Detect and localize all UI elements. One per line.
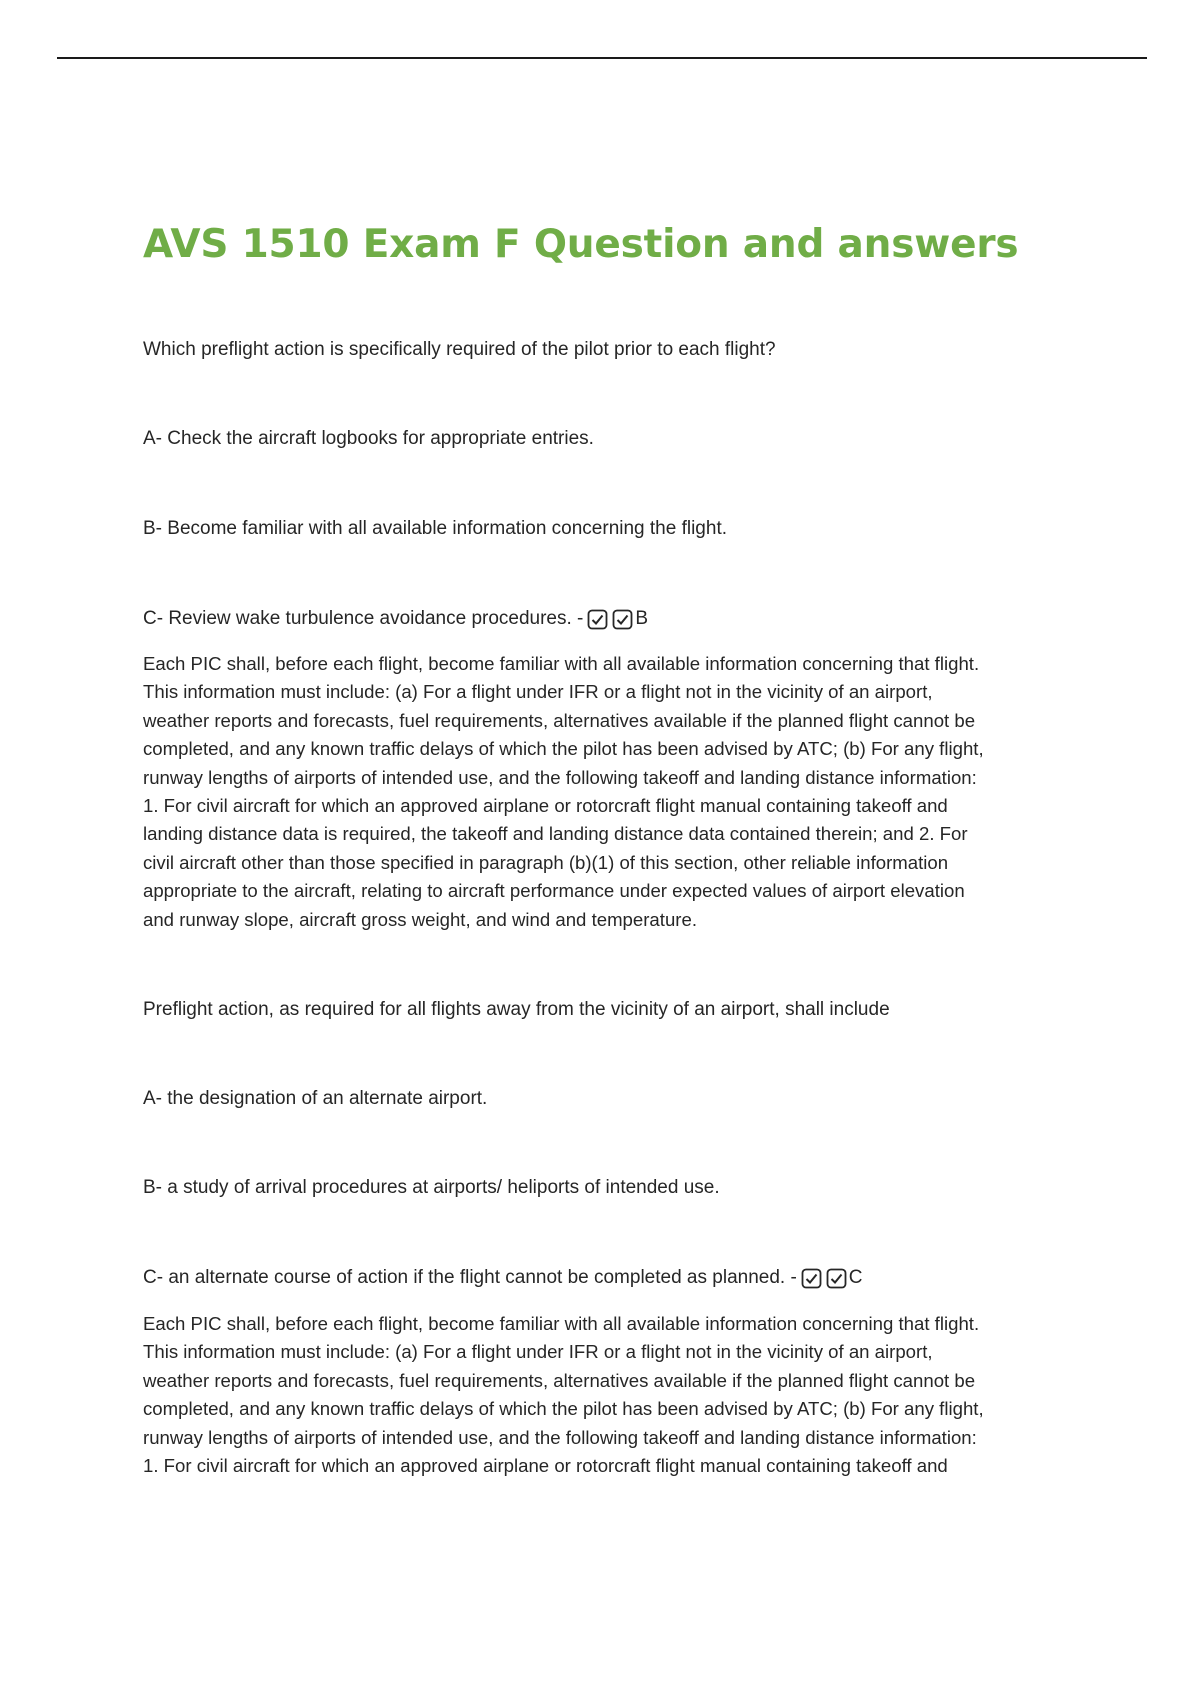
- explanation-line: runway lengths of airports of intended use, and the following takeoff and landing distance information:: [143, 766, 977, 788]
- question-1-option-c-row: [143, 607, 648, 631]
- document-title: AVS 1510 Exam F Question and answers: [143, 222, 1019, 267]
- explanation-line: 1. For civil aircraft for which an approved airplane or rotorcraft flight manual containing takeoff and: [143, 1455, 948, 1477]
- explanation-line: This information must include: (a) For a flight under IFR or a flight not in the vicinity of an airport,: [143, 681, 933, 703]
- question-1-option-c: C- Review wake turbulence avoidance procedures. -: [143, 608, 584, 629]
- question-1-text: Which preflight action is specifically required of the pilot prior to each flight?: [143, 339, 776, 360]
- checkbox-checked-icon: [587, 609, 608, 630]
- checkbox-checked-icon: [612, 609, 633, 630]
- question-1-answer: B: [635, 608, 649, 629]
- explanation-line: runway lengths of airports of intended use, and the following takeoff and landing distance information:: [143, 1426, 977, 1448]
- explanation-line: 1. For civil aircraft for which an approved airplane or rotorcraft flight manual containing takeoff and: [143, 795, 948, 817]
- explanation-line: and runway slope, aircraft gross weight, and wind and temperature.: [143, 908, 697, 930]
- question-2-answer: C: [848, 1267, 863, 1288]
- question-2-text: Preflight action, as required for all flights away from the vicinity of an airport, shall include: [143, 999, 890, 1020]
- explanation-line: appropriate to the aircraft, relating to aircraft performance under expected values of airport elevation: [143, 880, 965, 902]
- header-rule: [57, 57, 1147, 59]
- question-1-option-b: B- Become familiar with all available information concerning the flight.: [143, 518, 727, 539]
- question-2-option-a: A- the designation of an alternate airport.: [143, 1088, 488, 1109]
- question-1-explanation: [143, 650, 1068, 934]
- explanation-line: landing distance data is required, the takeoff and landing distance data contained therein; and 2. For: [143, 823, 968, 845]
- checkbox-checked-icon: [826, 1268, 847, 1289]
- question-1-option-a: A- Check the aircraft logbooks for appropriate entries.: [143, 428, 594, 449]
- explanation-line: completed, and any known traffic delays of which the pilot has been advised by ATC; (b) For any flight,: [143, 738, 984, 760]
- checkbox-checked-icon: [801, 1268, 822, 1289]
- explanation-line: Each PIC shall, before each flight, become familiar with all available information concerning that flight.: [143, 1313, 980, 1334]
- explanation-line: civil aircraft other than those specified in paragraph (b)(1) of this section, other reliable information: [143, 851, 949, 873]
- explanation-line: completed, and any known traffic delays of which the pilot has been advised by ATC; (b) For any flight,: [143, 1398, 984, 1420]
- question-2-explanation: [143, 1310, 1068, 1480]
- explanation-line: Each PIC shall, before each flight, become familiar with all available information concerning that flight.: [143, 653, 980, 674]
- question-2-option-b: B- a study of arrival procedures at airports/ heliports of intended use.: [143, 1177, 720, 1198]
- question-2-option-c-row: [143, 1266, 863, 1290]
- explanation-line: weather reports and forecasts, fuel requirements, alternatives available if the planned flight cannot be: [143, 709, 976, 731]
- explanation-line: This information must include: (a) For a flight under IFR or a flight not in the vicinity of an airport,: [143, 1341, 933, 1363]
- question-2-option-c: C- an alternate course of action if the flight cannot be completed as planned. -: [143, 1267, 797, 1288]
- explanation-line: weather reports and forecasts, fuel requirements, alternatives available if the planned flight cannot be: [143, 1369, 976, 1391]
